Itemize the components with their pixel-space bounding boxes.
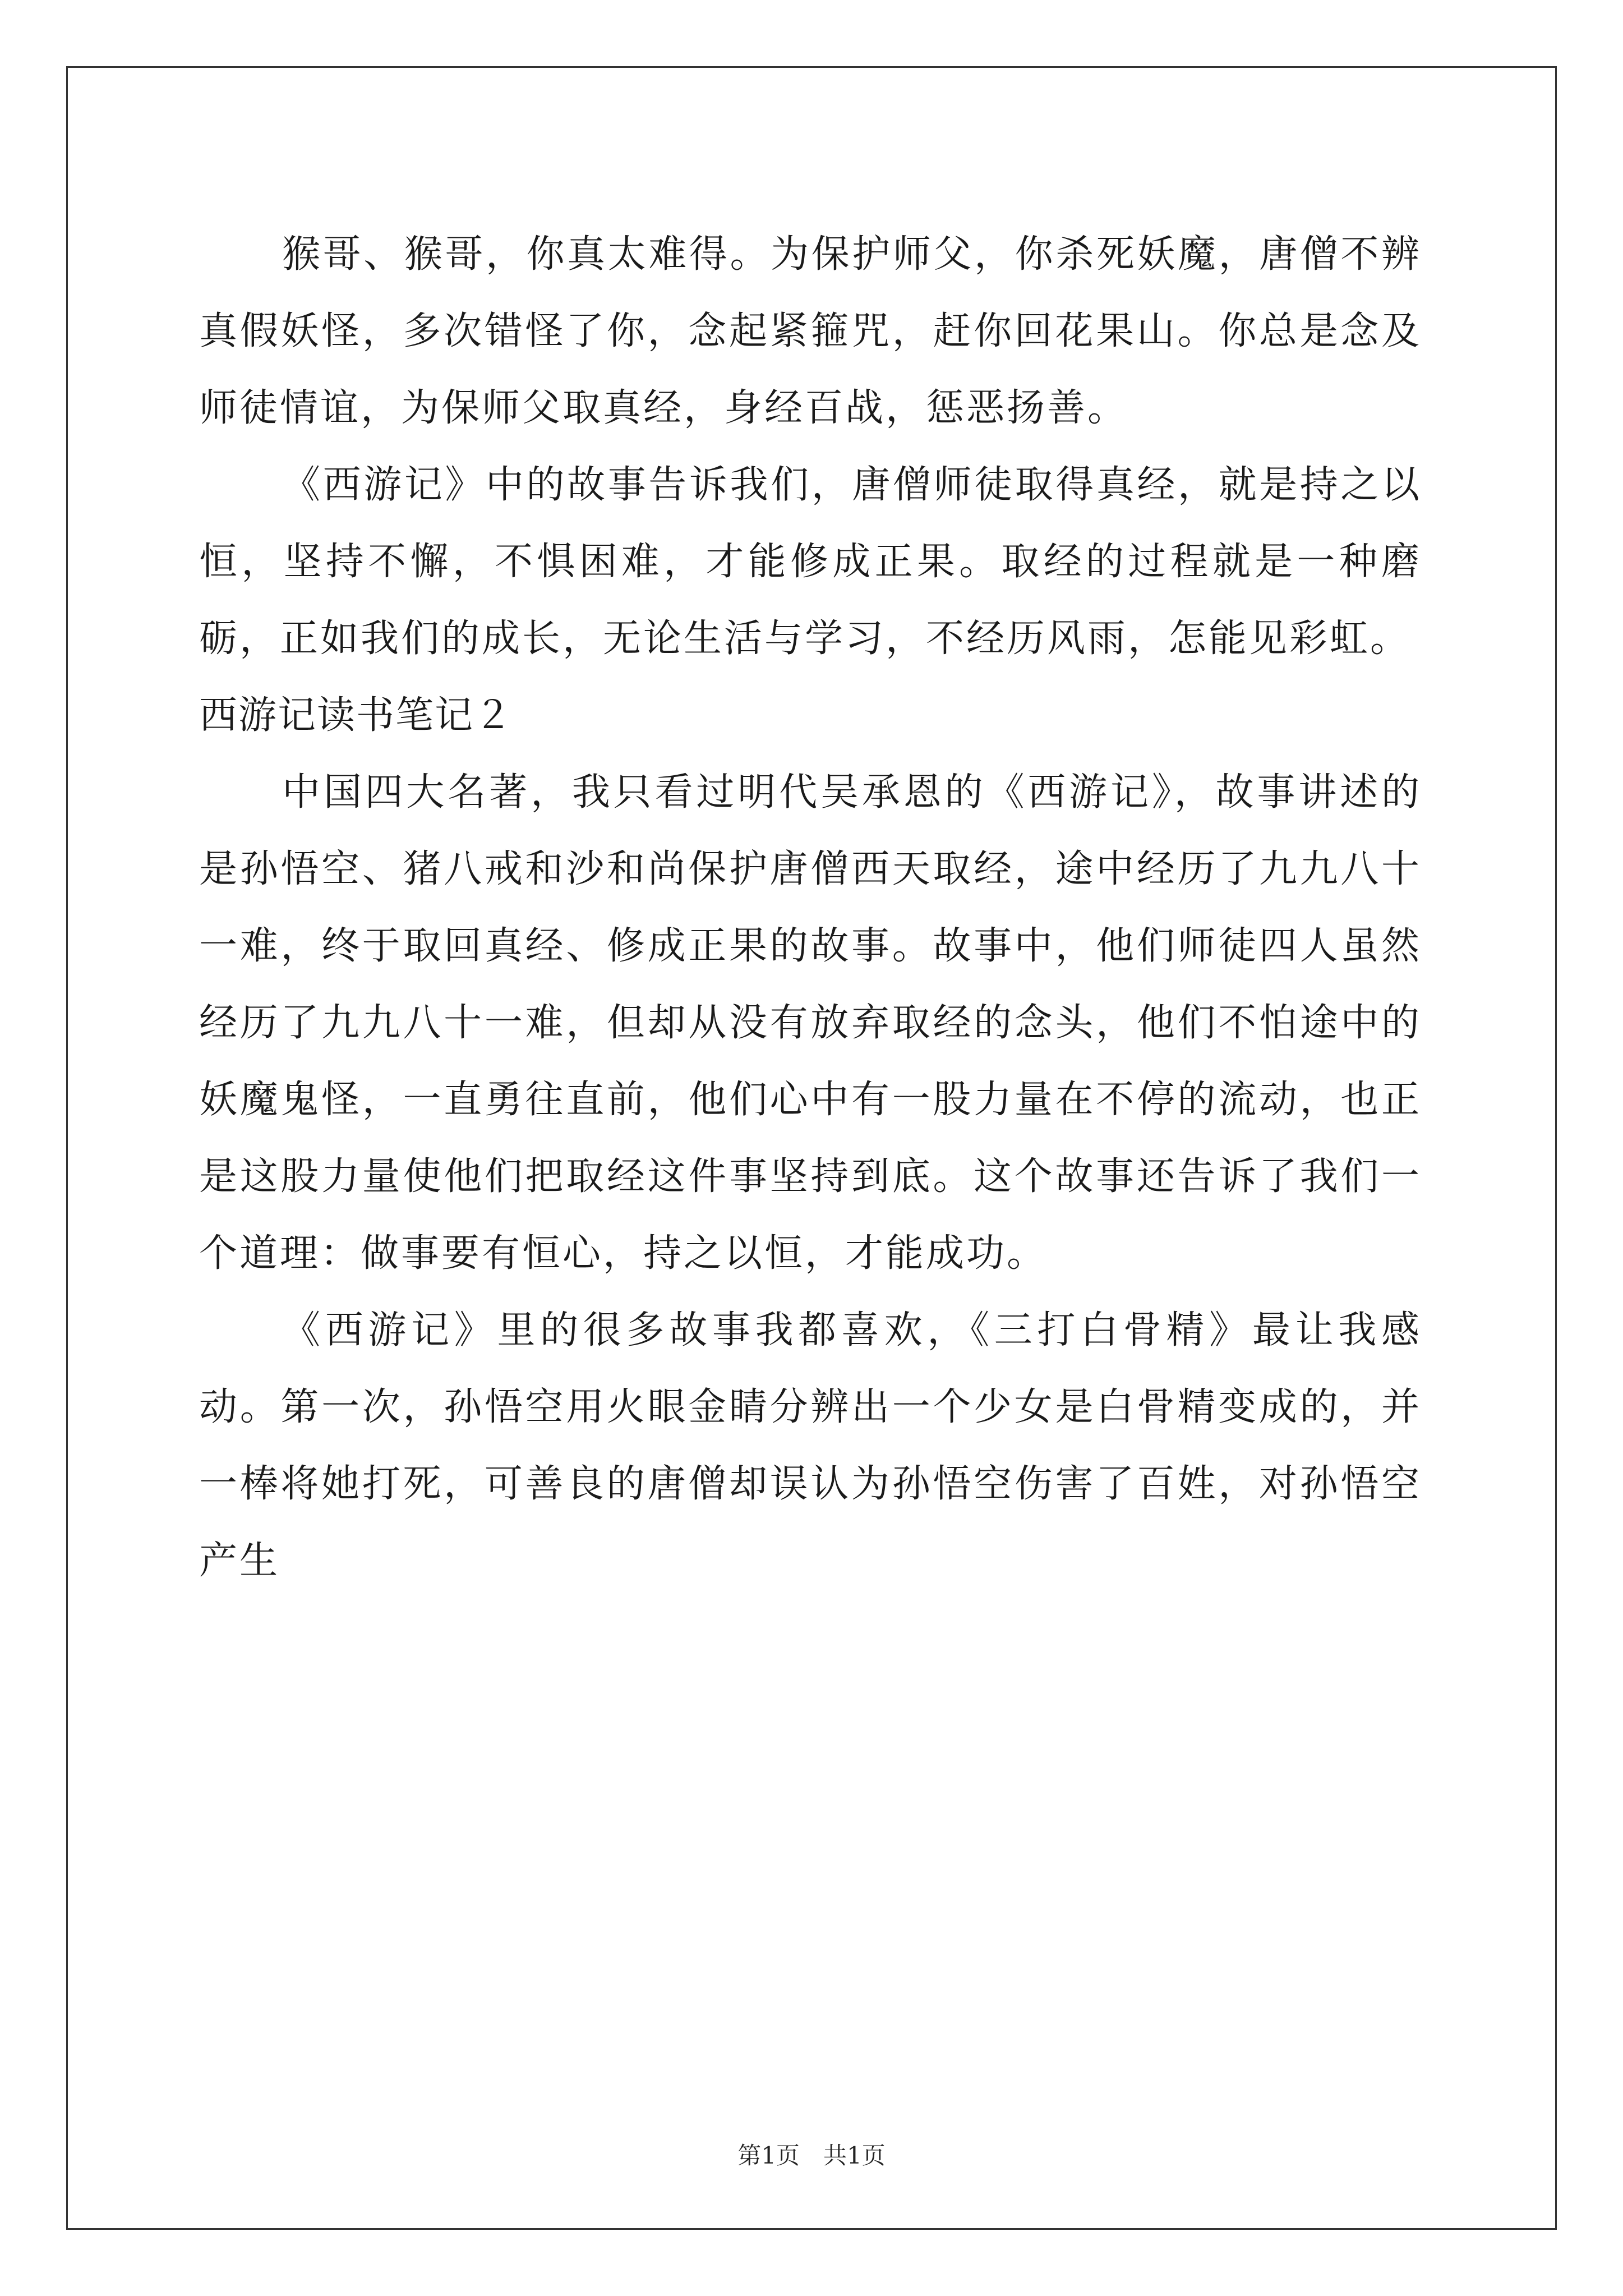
section-heading: 西游记读书笔记２	[199, 693, 514, 738]
paragraph: 猴哥、猴哥，你真太难得。为保护师父，你杀死妖魔，唐僧不辨真假妖怪，多次错怪了你，念起紧箍咒，赶你回花果山。你总是念及师徒情谊，为保师父取真经，身经百战，惩恶扬善。	[199, 232, 1422, 430]
paragraph: 《西游记》里的很多故事我都喜欢，《三打白骨精》最让我感动。第一次，孙悟空用火眼金睛分辨出一个少女是白骨精变成的，并一棒将她打死，可善良的唐僧却误认为孙悟空伤害了百姓，对孙悟空产生	[199, 1308, 1422, 1583]
paragraph: 《西游记》中的故事告诉我们，唐僧师徒取得真经，就是持之以恒，坚持不懈，不惧困难，才能修成正果。取经的过程就是一种磨砺，正如我们的成长，无论生活与学习，不经历风雨，怎能见彩虹。	[199, 463, 1422, 661]
document-body	[199, 216, 1422, 1599]
page-number-footer: 第1页 共1页	[737, 2142, 886, 2169]
paragraph: 中国四大名著，我只看过明代吴承恩的《西游记》，故事讲述的是孙悟空、猪八戒和沙和尚保护唐僧西天取经，途中经历了九九八十一难，终于取回真经、修成正果的故事。故事中，他们师徒四人虽然经历了九九八十一难，但却从没有放弃取经的念头，他们不怕途中的妖魔鬼怪，一直勇往直前，他们心中有一股力量在不停的流动，也正是这股力量使他们把取经这件事坚持到底。这个故事还告诉了我们一个道理：做事要有恒心，持之以恒，才能成功。	[199, 770, 1422, 1276]
